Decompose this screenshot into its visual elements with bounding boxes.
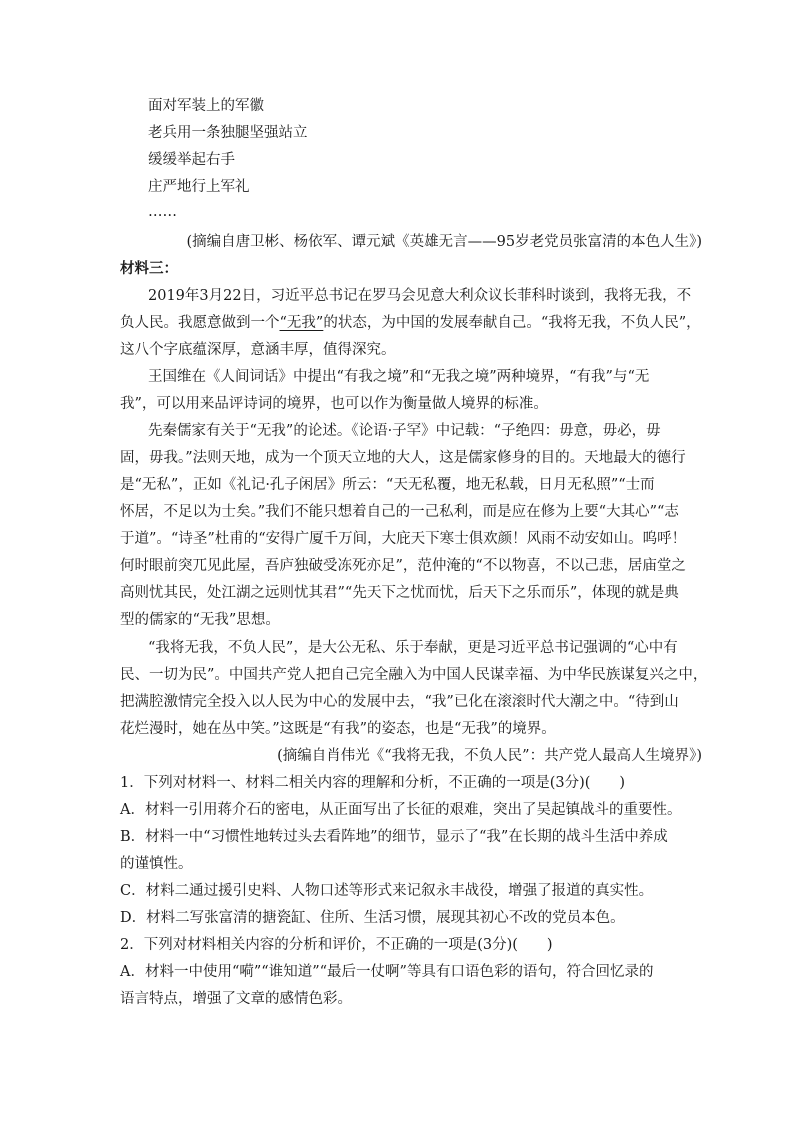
poem-line: 庄严地行上军礼 (148, 179, 250, 195)
source-citation: (摘编自唐卫彬、杨依军、谭元斌《英雄无言——95岁老党员张富清的本色人生》) (186, 234, 702, 250)
text-run: 的状态，为中国的发展奉献自己。“我将无我，不负人民”， (323, 315, 701, 331)
paragraph-line: 把满腔激情完全投入以人民为中心的发展中去，“我”已化在滚滚时代大潮之中。“待到山 (120, 694, 679, 710)
paragraph-line: 何时眼前突兀见此屋，吾庐独破受冻死亦足”，范仲淹的“不以物喜，不以己悲，居庙堂之 (120, 558, 686, 574)
poem-line: 缓缓举起右手 (148, 152, 235, 168)
option-b: B．材料一中“习惯性地转过头去看阵地”的细节，显示了“我”在长期的战斗生活中养成 (120, 829, 668, 845)
source-citation: (摘编自肖伟光《“我将无我，不负人民”：共产党人最高人生境界》) (277, 748, 702, 764)
option-c: C．材料二通过援引史料、人物口述等形式来记叙永丰战役，增强了报道的真实性。 (120, 883, 654, 899)
paragraph-line: “我将无我，不负人民”，是大公无私、乐于奉献，更是习近平总书记强调的“心中有 (148, 640, 678, 656)
paragraph-line (120, 313, 701, 333)
paragraph-line: 花烂漫时，她在丛中笑。”这既是“有我”的姿态，也是“无我”的境界。 (120, 721, 556, 737)
paragraph-line: 这八个字底蕴深厚，意涵丰厚，值得深究。 (120, 342, 396, 358)
paragraph-line: 型的儒家的“无我”思想。 (120, 612, 280, 628)
question-stem: 1．下列对材料一、材料二相关内容的理解和分析，不正确的一项是(3分)( ) (120, 775, 626, 791)
paragraph-line: 王国维在《人间词话》中提出“有我之境”和“无我之境”两种境界，“有我”与“无 (148, 369, 650, 385)
paragraph-line: 先秦儒家有关于“无我”的论述。《论语·子罕》中记载：“子绝四：毋意，毋必，毋 (148, 423, 661, 439)
paragraph-line: 是“无私”，正如《礼记·孔子闲居》所云：“天无私覆，地无私载，日月无私照”“士而 (120, 477, 655, 493)
option-a: A．材料一中使用“嗬”“谁知道”“最后一仗啊”等具有口语色彩的语句，符合回忆录的 (120, 964, 654, 980)
paragraph-line: 我”，可以用来品评诗词的境界，也可以作为衡量做人境界的标准。 (120, 396, 548, 412)
paragraph-line: 怀居，不足以为士矣。”我们不能只想着自己的一己私利，而是应在修为上要“大其心”“志 (120, 504, 679, 520)
paragraph-line: 民、一切为民”。中国共产党人把自己完全融入为中国人民谋幸福、为中华民族谋复兴之中， (120, 667, 708, 683)
poem-line: 老兵用一条独腿坚强站立 (148, 125, 308, 141)
option-b-continued: 的谨慎性。 (120, 856, 193, 872)
option-a-continued: 语言特点，增强了文章的感情色彩。 (120, 991, 352, 1007)
option-d: D．材料二写张富清的搪瓷缸、住所、生活习惯，展现其初心不改的党员本色。 (120, 910, 625, 926)
paragraph-line: 2019年3月22日，习近平总书记在罗马会见意大利众议长菲科时谈到，我将无我，不 (148, 288, 692, 304)
poem-line: 面对军装上的军徽 (148, 98, 264, 114)
section-heading: 材料三： (120, 260, 178, 277)
paragraph-line: 于道”。“诗圣”杜甫的“安得广厦千万间，大庇天下寒士俱欢颜！风雨不动安如山。呜呼！ (120, 531, 687, 547)
poem-ellipsis: …… (148, 204, 177, 220)
option-a: A．材料一引用蒋介石的密电，从正面写出了长征的艰难，突出了吴起镇战斗的重要性。 (120, 802, 682, 818)
paragraph-line: 固，毋我。”法则天地，成为一个顶天立地的大人，这是儒家修身的目的。天地最大的德行 (120, 450, 686, 466)
underlined-term: “无我” (279, 315, 324, 331)
paragraph-line: 高则忧其民，处江湖之远则忧其君”“先天下之忧而忧，后天下之乐而乐”，体现的就是典 (120, 585, 679, 601)
question-stem: 2．下列对材料相关内容的分析和评价，不正确的一项是(3分)( ) (120, 937, 553, 953)
text-run: 负人民。我愿意做到一个 (120, 315, 280, 331)
